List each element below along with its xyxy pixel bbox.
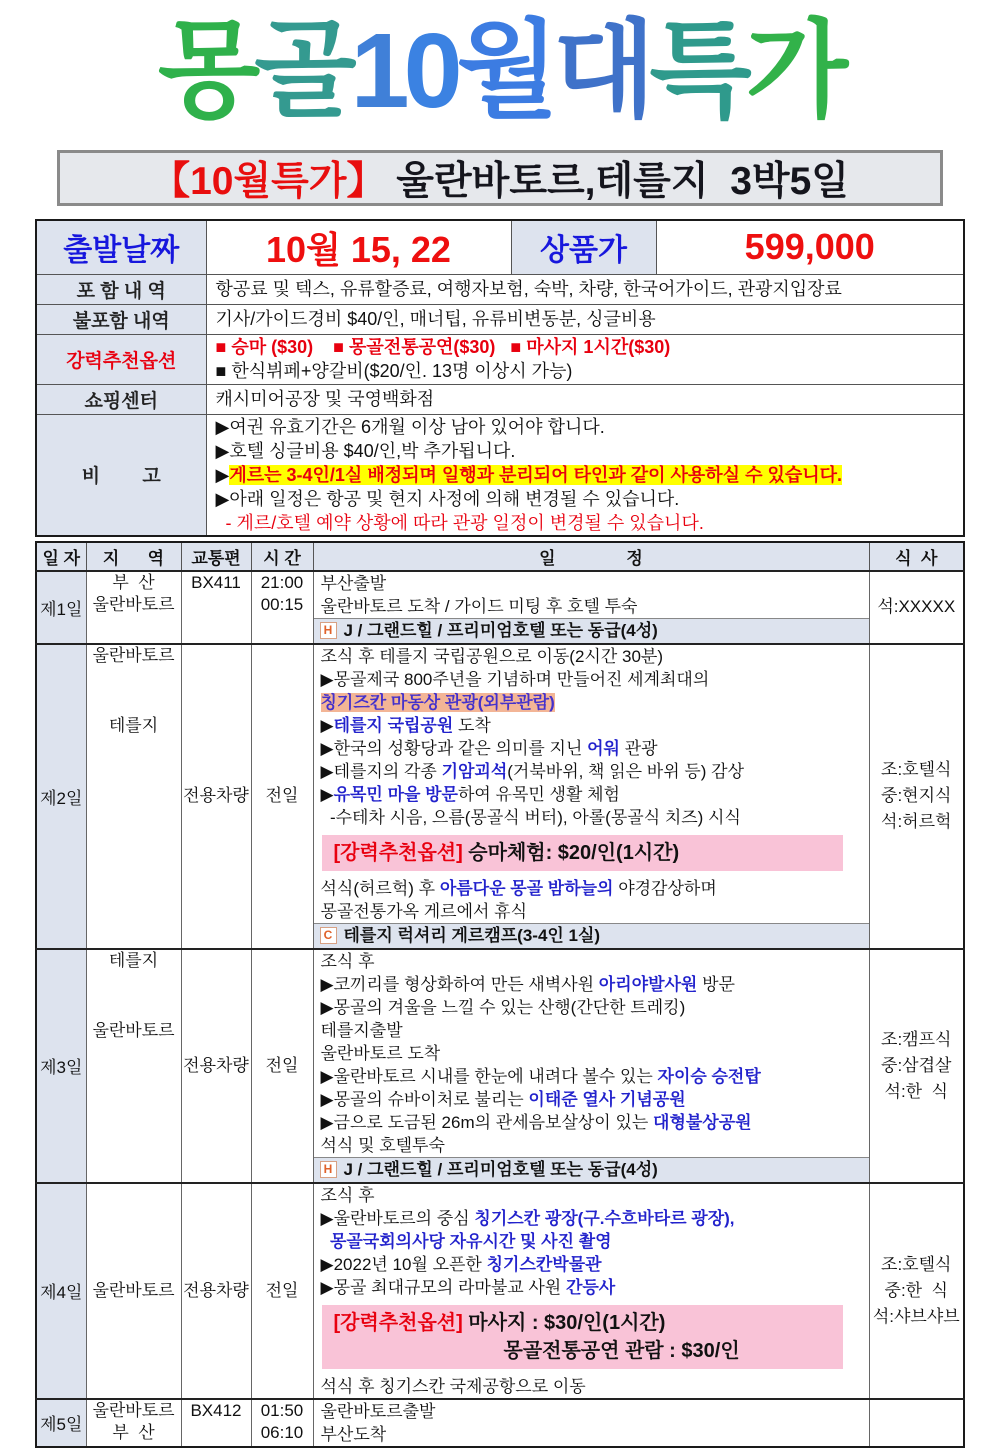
- text-segment: 하여 유목민 생활 체험: [457, 784, 620, 804]
- banner-char: 월: [456, 12, 553, 130]
- text-segment: ▶울란바토르의 중심: [320, 1208, 475, 1228]
- transport-name: 전용차량: [183, 786, 249, 806]
- info-row: [36, 304, 964, 334]
- text-segment: ▶: [320, 784, 334, 804]
- time-cell: [251, 949, 313, 1183]
- info-value: [206, 304, 964, 334]
- departure-label: 출발날짜: [36, 220, 206, 275]
- schedule-line: [314, 950, 869, 973]
- text-segment: (거북바위, 책 읽은 바위 등) 감상: [507, 761, 744, 781]
- text-segment: 테를지 국립공원: [333, 715, 454, 735]
- transport-cell: [181, 1399, 251, 1447]
- schedule-line: [314, 760, 869, 783]
- text-segment: 도착: [453, 715, 491, 735]
- text-segment: 이태준 열사 기념공원: [528, 1089, 686, 1109]
- region-cell: [86, 1399, 181, 1447]
- info-label: 강력추천옵션: [36, 334, 206, 384]
- hotel-name: J / 그랜드힐 / 프리미엄호텔 또는 동급(4성): [343, 1159, 658, 1179]
- schedule-line: [314, 783, 869, 806]
- schedule-cell: [313, 1399, 869, 1447]
- column-header: 지 역: [86, 542, 181, 571]
- text-segment: 자이승 승전탑: [657, 1066, 761, 1086]
- schedule-line: [314, 691, 869, 714]
- schedule-line: [314, 714, 869, 737]
- camp-icon: C: [320, 927, 337, 944]
- meal-item: 석:샤브샤브: [872, 1306, 960, 1326]
- text-segment: 마사지 : $30/인(1시간): [462, 1311, 666, 1334]
- hotel-band: [314, 923, 869, 948]
- info-label: 불포함 내역: [36, 304, 206, 334]
- info-line: [207, 307, 964, 331]
- price-value: 599,000: [656, 220, 964, 275]
- region-name: 울란바토르: [92, 1280, 175, 1300]
- text-segment: ■ 승마 ($30) ■ 몽골전통공연($30) ■ 마사지 1시간($30): [215, 337, 671, 358]
- region-name: 부 산: [112, 572, 155, 592]
- meal-cell: [869, 571, 964, 644]
- day-label: 제1일: [40, 599, 83, 619]
- option-line: [334, 1309, 831, 1337]
- info-row: [36, 384, 964, 414]
- text-segment: 유목민 마을 방문: [333, 784, 458, 804]
- text-segment: 조식 후: [320, 951, 375, 971]
- info-row-departure: [36, 220, 964, 275]
- column-header: 교통편: [181, 542, 251, 571]
- schedule-line: [314, 1423, 869, 1446]
- region-name: 테를지: [108, 950, 159, 970]
- text-segment: 몽골전통가옥 게르에서 휴식: [320, 901, 528, 921]
- meal-item: 석:허르헉: [881, 812, 952, 832]
- hotel-band: [314, 618, 869, 643]
- text-segment: 석식(허르헉) 후: [320, 878, 440, 898]
- meal-item: 조:캠프식: [881, 1029, 952, 1049]
- schedule-line: [314, 996, 869, 1019]
- text-segment: 테를지출발: [320, 1020, 403, 1040]
- schedule-line: [314, 900, 869, 923]
- column-header: 일 정: [313, 542, 869, 571]
- option-box: [322, 835, 843, 871]
- meal-item: 석:XXXXX: [877, 597, 956, 617]
- price-label: 상품가: [511, 220, 656, 275]
- time-value: 전일: [265, 1280, 299, 1300]
- text-segment: ▶아래 일정은 항공 및 현지 사정에 의해 변경될 수 있습니다.: [215, 488, 680, 509]
- itinerary-day-row: [36, 949, 964, 1183]
- time-value: 06:10: [260, 1422, 304, 1442]
- schedule-line: [314, 806, 869, 829]
- region-name: 부 산: [112, 1422, 155, 1442]
- itinerary-header-row: [36, 542, 964, 571]
- time-cell: [251, 1183, 313, 1399]
- schedule-line: [314, 595, 869, 618]
- schedule-line: [314, 1276, 869, 1299]
- schedule-line: [314, 737, 869, 760]
- text-segment: 아름다운 몽골 밤하늘의: [439, 878, 614, 898]
- text-segment: 부산출발: [320, 573, 387, 593]
- transport-name: 전용차량: [183, 1280, 249, 1300]
- info-row: [36, 414, 964, 536]
- info-row: [36, 274, 964, 304]
- text-segment: 게르는 3-4인/1실 배정되며 일행과 분리되어 타인과 같이 사용하실 수 있습니다.: [229, 464, 843, 485]
- text-segment: ▶몽골의 슈바이처로 불리는: [320, 1089, 529, 1109]
- meal-item: 중:삼겹살: [881, 1055, 952, 1075]
- option-line: [334, 1337, 831, 1365]
- meal-cell: [869, 644, 964, 949]
- schedule-line: [314, 645, 869, 668]
- info-row: [36, 334, 964, 384]
- banner-char: 가: [745, 12, 843, 130]
- time-value: 01:50: [260, 1400, 304, 1420]
- text-segment: 울란바토르 도착 / 가이드 미팅 후 호텔 투숙: [320, 596, 638, 616]
- region-name: 울란바토르: [92, 645, 175, 665]
- day-label-cell: [36, 1399, 86, 1447]
- text-segment: ▶2022년 10월 오픈한: [320, 1254, 487, 1274]
- text-segment: 아리야발사원: [598, 974, 698, 994]
- option-box: [322, 1305, 843, 1369]
- text-segment: [강력추천옵션]: [333, 841, 463, 864]
- text-segment: ▶금으로 도금된 26m의 관세음보살상이 있는: [320, 1112, 654, 1132]
- info-line: [207, 415, 964, 439]
- transport-cell: [181, 949, 251, 1183]
- info-line: [207, 335, 964, 359]
- column-header: 식 사: [869, 542, 964, 571]
- text-segment: 울란바토르출발: [320, 1401, 436, 1421]
- text-segment: [강력추천옵션]: [333, 1311, 463, 1334]
- region-cell: [86, 1183, 181, 1399]
- banner-char: 1: [350, 12, 404, 130]
- info-value: [206, 384, 964, 414]
- banner-title: [6, 4, 994, 140]
- text-segment: 조식 후 테를지 국립공원으로 이동(2시간 30분): [320, 646, 663, 666]
- info-label: 쇼핑센터: [36, 384, 206, 414]
- schedule-line: [314, 1184, 869, 1207]
- info-line: [207, 511, 964, 535]
- schedule-line: [314, 1207, 869, 1230]
- meal-item: 조:호텔식: [881, 760, 952, 780]
- schedule-line: [314, 1230, 869, 1253]
- banner-char: 몽: [157, 12, 255, 130]
- text-segment: 어워: [587, 738, 620, 758]
- schedule-line: [314, 973, 869, 996]
- day-label-cell: [36, 644, 86, 949]
- info-line: [207, 387, 964, 411]
- region-cell: [86, 571, 181, 644]
- text-segment: 간등사: [565, 1277, 616, 1297]
- transport-cell: [181, 1183, 251, 1399]
- day-label: 제4일: [40, 1283, 83, 1303]
- info-line: [207, 359, 964, 383]
- schedule-cell: [313, 571, 869, 644]
- info-line: [207, 439, 964, 463]
- time-value: 21:00: [260, 572, 304, 592]
- text-segment: ▶몽골 최대규모의 라마불교 사원: [320, 1277, 566, 1297]
- transport-name: BX411: [191, 572, 241, 592]
- region-cell: [86, 949, 181, 1183]
- schedule-line: [314, 668, 869, 691]
- itinerary-day-row: [36, 1399, 964, 1447]
- transport-name: 전용차량: [183, 1055, 249, 1075]
- meal-cell: [869, 1183, 964, 1399]
- text-segment: ■ 한식뷔페+양갈비($20/인. 13명 이상시 가능): [215, 361, 573, 382]
- text-segment: 캐시미어공장 및 국영백화점: [215, 389, 435, 410]
- transport-cell: [181, 644, 251, 949]
- time-value: 00:15: [260, 594, 304, 614]
- text-segment: ▶한국의 성황당과 같은 의미를 지닌: [320, 738, 588, 758]
- meal-item: 중:한 식: [884, 1280, 948, 1300]
- meal-cell: [869, 949, 964, 1183]
- transport-name: BX412: [190, 1400, 242, 1420]
- text-segment: ▶몽골의 겨울을 느낄 수 있는 산행(간단한 트레킹): [320, 997, 686, 1017]
- schedule-line: [314, 572, 869, 595]
- schedule-line: [314, 1088, 869, 1111]
- text-segment: ▶테를지의 각종: [320, 761, 442, 781]
- schedule-line: [314, 1400, 869, 1423]
- text-segment: 기사/가이드경비 $40/인, 매너팁, 유류비변동분, 싱글비용: [215, 309, 656, 330]
- region-name: 울란바토르: [92, 594, 175, 614]
- meal-item: 조:호텔식: [881, 1254, 952, 1274]
- schedule-line: [314, 1134, 869, 1157]
- time-cell: [251, 644, 313, 949]
- info-line: [207, 487, 964, 511]
- subtitle-bracket: 【10월특가】: [151, 159, 386, 203]
- column-header: 시 간: [251, 542, 313, 571]
- itinerary-day-row: [36, 571, 964, 644]
- day-label-cell: [36, 1183, 86, 1399]
- text-segment: ▶호텔 싱글비용 $40/인,박 추가됩니다.: [215, 440, 516, 461]
- text-segment: ▶: [215, 464, 230, 485]
- text-segment: 칭기즈칸 마동상 관광(외부관람): [320, 692, 555, 712]
- hotel-band: [314, 1157, 869, 1182]
- text-segment: 울란바토르 도착: [320, 1043, 441, 1063]
- text-segment: 관광: [619, 738, 658, 758]
- day-label: 제3일: [40, 1058, 83, 1078]
- itinerary-table: [35, 541, 965, 1448]
- text-segment: [321, 1232, 330, 1251]
- text-segment: 방문: [697, 974, 735, 994]
- meal-cell: [869, 1399, 964, 1447]
- hotel-name: 테를지 럭셔리 게르캠프(3-4인 1실): [343, 925, 601, 945]
- hotel-name: J / 그랜드힐 / 프리미엄호텔 또는 동급(4성): [343, 620, 658, 640]
- text-segment: 항공료 및 텍스, 유류할증료, 여행자보험, 숙박, 차량, 한국어가이드, 관광지입장료: [215, 279, 842, 300]
- schedule-line: [314, 877, 869, 900]
- departure-value: 10월 15, 22: [206, 220, 511, 275]
- info-value: [206, 334, 964, 384]
- meal-item: 중:현지식: [881, 786, 952, 806]
- text-segment: ▶울란바토르 시내를 한눈에 내려다 볼수 있는: [320, 1066, 658, 1086]
- region-name: 울란바토르: [92, 1020, 175, 1040]
- text-segment: 대형불상공원: [653, 1112, 752, 1132]
- text-segment: ▶여권 유효기간은 6개월 이상 남아 있어야 합니다.: [215, 416, 605, 437]
- day-label-cell: [36, 949, 86, 1183]
- banner-char: 골: [254, 12, 351, 130]
- day-label: 제2일: [40, 788, 83, 808]
- schedule-cell: [313, 644, 869, 949]
- schedule-line: [314, 1111, 869, 1134]
- info-label: 비 고: [36, 414, 206, 536]
- info-value: [206, 274, 964, 304]
- text-segment: ▶코끼리를 형상화하여 만든 새벽사원: [320, 974, 599, 994]
- text-segment: - 게르/호텔 예약 상황에 따라 관광 일정이 변경될 수 있습니다.: [215, 512, 704, 533]
- schedule-cell: [313, 1183, 869, 1399]
- hotel-icon: H: [320, 622, 337, 639]
- text-segment: 칭기스칸박물관: [486, 1254, 602, 1274]
- text-segment: 석식 및 호텔투숙: [320, 1135, 445, 1155]
- text-segment: 석식 후 칭기스칸 국제공항으로 이동: [320, 1376, 586, 1396]
- text-segment: 부산도착: [320, 1424, 387, 1444]
- text-segment: 야경감상하며: [613, 878, 717, 898]
- subtitle-text: 울란바토르,테를지 3박5일: [385, 159, 849, 203]
- schedule-line: [314, 1253, 869, 1276]
- banner-char: 특: [649, 12, 746, 130]
- text-segment: 기암괴석: [441, 761, 508, 781]
- text-segment: 몽골국회의사당 자유시간 및 사진 촬영: [329, 1231, 612, 1251]
- itinerary-day-row: [36, 1183, 964, 1399]
- text-segment: 몽골전통공연 관람 : $30/인: [503, 1339, 740, 1362]
- info-value: [206, 414, 964, 536]
- subtitle-bar: [57, 150, 943, 206]
- transport-cell: [181, 571, 251, 644]
- text-segment: ▶몽골제국 800주년을 기념하며 만들어진 세계최대의: [320, 669, 710, 689]
- time-value: 전일: [265, 786, 299, 806]
- schedule-line: [314, 1065, 869, 1088]
- hotel-icon: H: [320, 1161, 337, 1178]
- schedule-cell: [313, 949, 869, 1183]
- time-value: 전일: [265, 1055, 299, 1075]
- schedule-line: [314, 1019, 869, 1042]
- text-segment: 승마체험: $20/인(1시간): [462, 841, 680, 864]
- itinerary-day-row: [36, 644, 964, 949]
- info-line: [207, 277, 964, 301]
- meal-item: 석:한 식: [884, 1081, 948, 1101]
- schedule-line: [314, 1042, 869, 1065]
- schedule-line: [314, 1375, 869, 1398]
- time-cell: [251, 571, 313, 644]
- info-label: 포 함 내 역: [36, 274, 206, 304]
- banner-char: 0: [403, 12, 457, 130]
- banner-char: 대: [552, 12, 650, 130]
- region-name: 울란바토르: [92, 1400, 175, 1420]
- text-segment: 조식 후: [320, 1185, 375, 1205]
- region-name: 테를지: [108, 715, 159, 735]
- column-header: 일 자: [36, 542, 86, 571]
- text-segment: -수테차 시음, 으름(몽골식 버터), 아롤(몽골식 치즈) 시식: [320, 807, 741, 827]
- text-segment: 칭기스칸 광장(구.수흐바타르 광장),: [474, 1208, 735, 1228]
- day-label-cell: [36, 571, 86, 644]
- text-segment: ▶: [320, 715, 334, 735]
- option-line: [334, 839, 831, 867]
- info-table: [35, 219, 965, 537]
- day-label: 제5일: [40, 1415, 83, 1435]
- region-cell: [86, 644, 181, 949]
- info-line: [207, 463, 964, 487]
- time-cell: [251, 1399, 313, 1447]
